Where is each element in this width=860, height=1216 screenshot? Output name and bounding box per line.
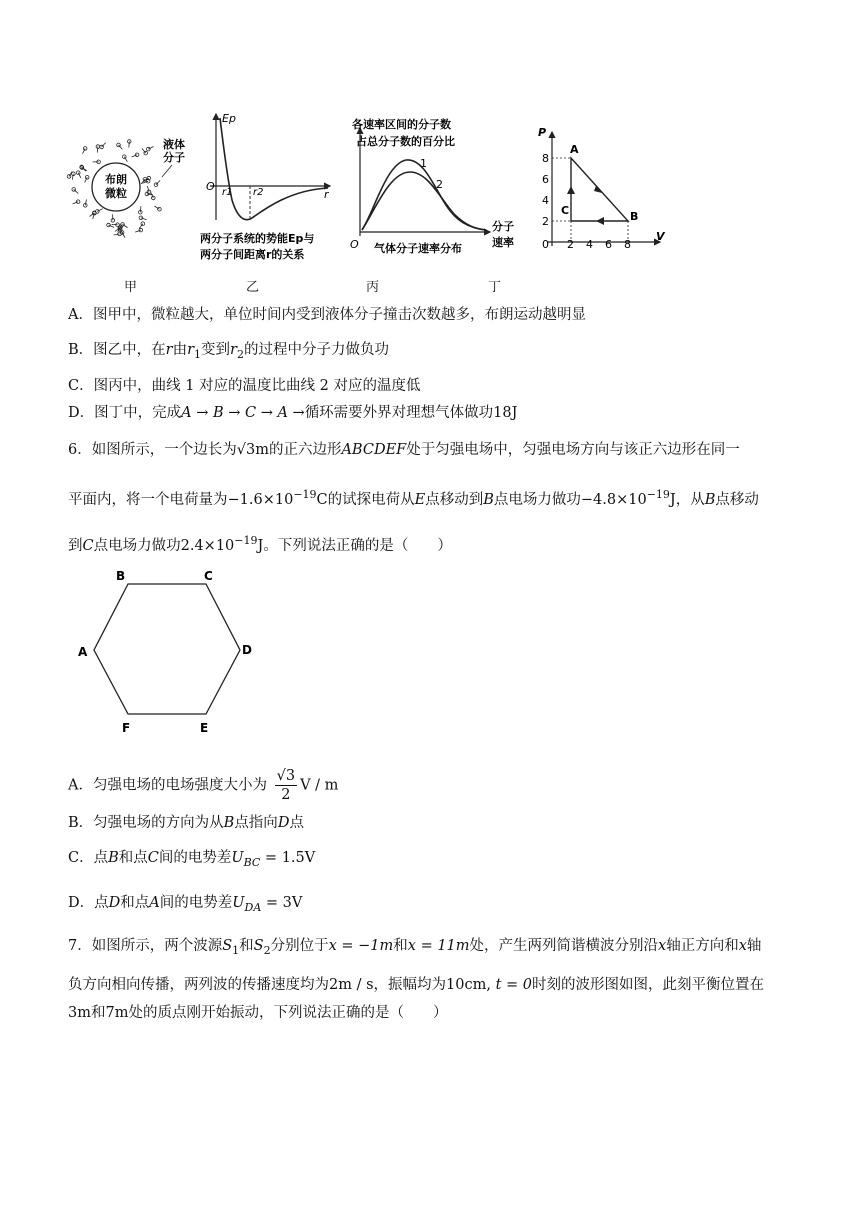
molecule-velocity: [129, 142, 130, 148]
ding-x-2: 2: [567, 238, 574, 251]
q5-option-d: D．图丁中，完成A → B → C → A →循环需要外界对理想气体做功18J: [68, 405, 518, 421]
figure-bing: [344, 112, 520, 260]
hexagon-figure: [76, 564, 272, 742]
q6-line-2: 平面内，将一个电荷量为$-1.6\times 10^{-19}C$的试探电荷从E点移动到B点电场力做功$-4.8\times 10^{-19}J$，从B点移动: [68, 488, 759, 508]
caption-jia: 甲: [124, 280, 138, 295]
ding-y-axis: P: [538, 126, 547, 139]
figure-yi: [196, 108, 340, 268]
bing-curve-2: 2: [436, 178, 443, 191]
ding-y-0: 0: [542, 238, 549, 251]
molecule-velocity: [147, 194, 153, 195]
liquid-molecule: [123, 155, 127, 159]
liquid-molecule: [139, 228, 143, 232]
liquid-molecule: [76, 200, 80, 204]
yi-y-axis: Ep: [222, 112, 236, 125]
caption-bing: 丙: [366, 280, 380, 295]
liquid-molecule: [76, 171, 80, 175]
caption-yi: 乙: [246, 280, 260, 295]
particle-label-1: 布朗: [105, 173, 127, 186]
liquid-molecule: [147, 147, 151, 151]
molecule-velocity: [140, 206, 141, 212]
fraction: $\frac{√3}{2}$: [276, 768, 296, 803]
bing-x-2: 速率: [492, 236, 514, 249]
ding-x-6: 6: [605, 238, 612, 251]
q6-option-c: C．点B和点C间的电势差$U_{BC} = 1.5V$: [68, 850, 316, 869]
bing-desc: 气体分子速率分布: [374, 242, 462, 255]
molecule-velocity: [72, 174, 73, 180]
figure-ding: [530, 124, 674, 254]
bing-origin: O: [350, 238, 359, 251]
molecule-velocity: [114, 234, 120, 235]
hex-c: C: [204, 569, 213, 583]
q6-option-a: A．匀强电场的电场强度大小为 $\frac{√3}{2}$ V / m: [68, 768, 339, 803]
hex-f: F: [122, 721, 131, 735]
ding-point-a: A: [570, 143, 579, 156]
hex-b: B: [116, 569, 126, 583]
yi-desc-2: 两分子间距离r的关系: [200, 248, 305, 261]
q7-line-3: 3m和7m处的质点刚开始振动，下列说法正确的是（ ）: [68, 1005, 448, 1021]
yi-r2: r2: [253, 187, 264, 198]
hex-e: E: [200, 721, 209, 735]
q7-line-2: 负方向相向传播，两列波的传播速度均为2m / s，振幅均为10cm, t = 0时刻的波形图如图，此刻平衡位置在: [68, 977, 764, 993]
q5-option-a: A．图甲中，微粒越大，单位时间内受到液体分子撞击次数越多，布朗运动越明显: [68, 307, 586, 323]
bing-y-1: 各速率区间的分子数: [352, 118, 451, 131]
yi-desc-1: 两分子系统的势能Ep与: [200, 232, 315, 245]
ding-point-c: C: [561, 204, 570, 217]
q6-line-3: 到C点电场力做功$2.4\times 10^{-19}J$。下列说法正确的是（ ）: [68, 534, 452, 554]
ding-y-2: 2: [542, 215, 549, 228]
bing-x-1: 分子: [492, 220, 514, 233]
yi-origin: O: [206, 180, 215, 193]
ding-y-8: 8: [542, 152, 549, 165]
q5-option-c: C．图丙中，曲线 1 对应的温度比曲线 2 对应的温度低: [68, 378, 421, 394]
bing-curve-1: 1: [420, 157, 427, 170]
ding-point-b: B: [630, 210, 639, 223]
q6-option-b: B．匀强电场的方向为从B点指向D点: [68, 815, 304, 831]
liquid-molecule: [83, 147, 87, 151]
figure-jia: [64, 132, 192, 242]
bing-y-2: 占总分子数的百分比: [356, 135, 455, 148]
ding-y-4: 4: [542, 194, 549, 207]
ding-y-6: 6: [542, 173, 549, 186]
hex-d: D: [242, 643, 252, 657]
ding-x-axis: V: [656, 230, 665, 243]
molecule-velocity: [85, 199, 86, 205]
particle-label-2: 微粒: [105, 187, 127, 200]
ding-x-4: 4: [586, 238, 593, 251]
caption-ding: 丁: [488, 280, 502, 295]
molecule-velocity: [97, 147, 98, 153]
hex-a: A: [78, 645, 88, 659]
q6-option-d: D．点D和点A间的电势差$U_{DA} = 3V$: [68, 895, 303, 914]
ding-x-8: 8: [624, 238, 631, 251]
liquid-label-2: 分子: [163, 151, 185, 164]
yi-x-axis: r: [324, 188, 329, 201]
q5-option-b: B．图乙中，在r由$r_1$变到$r_2$的过程中分子力做负功: [68, 342, 389, 361]
q7-line-1: 7．如图所示，两个波源$S_1$和$S_2$分别位于x = −1m和x = 11m处，产生两列简谐横波分别沿x轴正方向和x轴: [68, 938, 762, 957]
liquid-label-1: 液体: [163, 138, 185, 151]
q6-line-1: 6．如图所示，一个边长为√3m的正六边形ABCDEF处于匀强电场中，匀强电场方向与该正六边形在同一: [68, 442, 740, 458]
yi-r1: r1: [222, 187, 233, 198]
